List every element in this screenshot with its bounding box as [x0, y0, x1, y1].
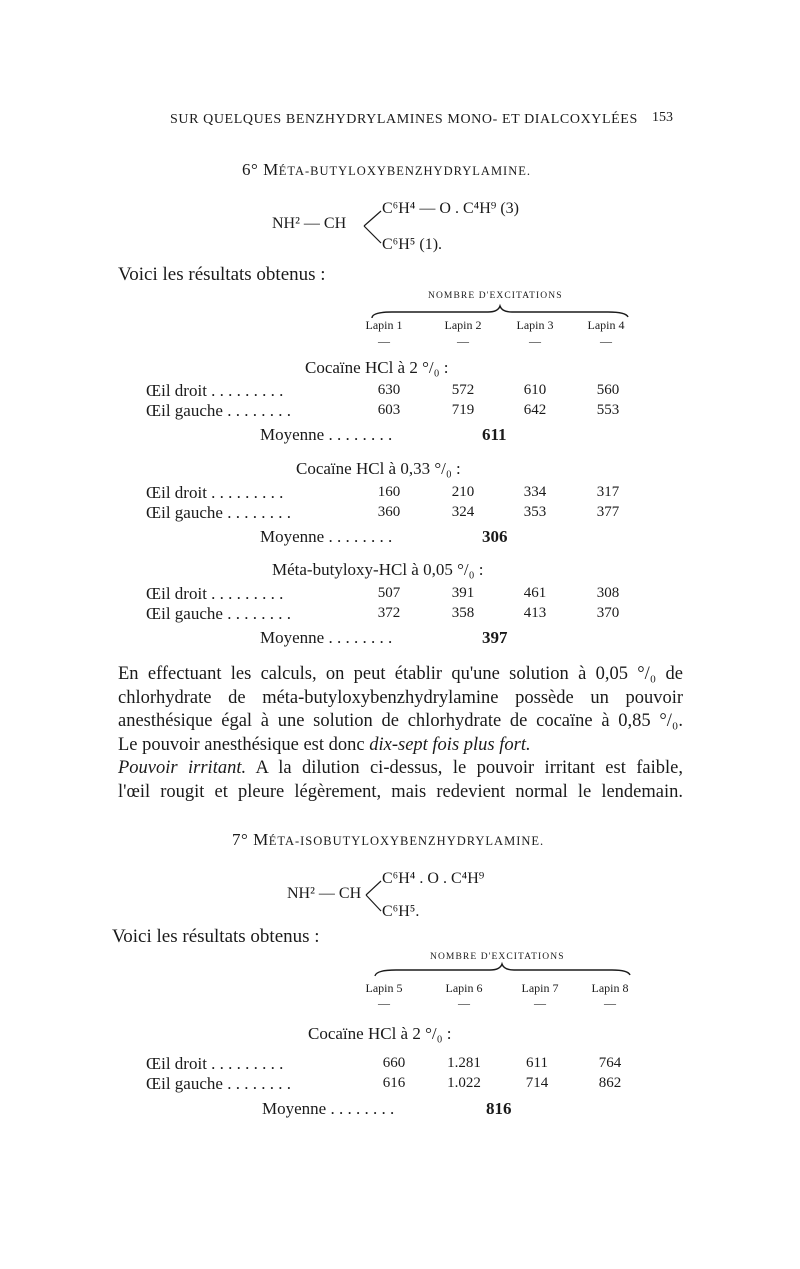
running-header: SUR QUELQUES BENZHYDRYLAMINES MONO- ET DIALCOXYLÉES: [170, 112, 638, 127]
group-2-row-2-label: Œil gauche . . . . . . . .: [146, 503, 291, 522]
section-6-col-1: Lapin 1: [365, 318, 403, 332]
section-6-excitations-label: NOMBRE D'EXCITATIONS: [428, 291, 563, 301]
group-2-row-1-val-2: 210: [451, 484, 475, 500]
section-7-col-1-rule: —: [378, 996, 390, 1010]
section-7-title-first: M: [253, 830, 269, 849]
group-1-row-1-val-1: 630: [377, 382, 401, 398]
paragraph-line-6: l'œil rougit et pleure légèrement, mais redevient normal le lendemain.: [118, 781, 683, 802]
paragraph-line-1: En effectuant les calculs, on peut établir qu'une solution à 0,05 °/₀ de: [118, 664, 683, 684]
section-7-col-3-rule: —: [534, 996, 546, 1010]
group-2-row-2-val-1: 360: [377, 504, 401, 520]
group-3-moyenne-value: 397: [482, 628, 508, 647]
section-6-col-3-rule: —: [529, 334, 541, 348]
group-4-row-1-val-3: 611: [526, 1055, 548, 1071]
section-6-col-4: Lapin 4: [587, 318, 625, 332]
group-4-row-1-val-4: 764: [598, 1055, 622, 1071]
section-6-col-2-rule: —: [457, 334, 469, 348]
group-2-moyenne-label: Moyenne . . . . . . . .: [260, 527, 393, 546]
section-7-col-1: Lapin 5: [365, 981, 403, 995]
group-3-row-1-val-1: 507: [377, 585, 401, 601]
group-1-moyenne-value: 611: [482, 425, 507, 444]
group-1-row-2-label: Œil gauche . . . . . . . .: [146, 401, 291, 420]
group-1-row-2-val-2: 719: [451, 402, 475, 418]
section-6-formula-left: NH² — CH: [272, 215, 347, 232]
section-6-col-3: Lapin 3: [516, 318, 554, 332]
paragraph-line-2: chlorhydrate de méta-butyloxybenzhydrylamine possède un pouvoir: [118, 687, 683, 708]
section-7-excitations-label: NOMBRE D'EXCITATIONS: [430, 952, 565, 962]
group-1-condition: Cocaïne HCl à 2 °/₀ :: [305, 358, 449, 377]
group-4-row-2-val-2: 1.022: [447, 1075, 481, 1091]
group-3-row-2-val-3: 413: [523, 605, 547, 621]
section-6-formula-top: C⁶H⁴ — O . C⁴H⁹ (3): [382, 200, 519, 217]
group-4-row-1-val-1: 660: [382, 1055, 406, 1071]
section-7-formula-left: NH² — CH: [287, 885, 362, 902]
group-2-row-1-val-4: 317: [596, 484, 620, 500]
group-2-row-2-val-3: 353: [523, 504, 547, 520]
section-6-number: 6°: [242, 160, 259, 179]
group-4-row-2-label: Œil gauche . . . . . . . .: [146, 1074, 291, 1093]
group-2-row-2-val-2: 324: [451, 504, 475, 520]
group-4-row-1-val-2: 1.281: [447, 1055, 481, 1071]
section-6-title-rest: ÉTA-BUTYLOXYBENZHYDRYLAMINE.: [278, 164, 532, 178]
group-1-row-1-val-3: 610: [523, 382, 547, 398]
paragraph-line-5-text: A la dilution ci-dessus, le pouvoir irritant est faible,: [246, 758, 684, 778]
group-2-row-2-val-4: 377: [596, 504, 620, 520]
paragraph-line-4-text: Le pouvoir anesthésique est donc: [118, 734, 370, 755]
section-6-formula-bottom: C⁶H⁵ (1).: [382, 236, 443, 253]
group-2-row-1-val-1: 160: [377, 484, 401, 500]
section-6-col-1-rule: —: [378, 334, 390, 348]
group-2-row-1-label: Œil droit . . . . . . . . .: [146, 483, 284, 502]
group-3-row-1-val-4: 308: [596, 585, 620, 601]
group-1-row-2-val-4: 553: [596, 402, 620, 418]
page-number: 153: [652, 110, 673, 125]
group-3-row-2-val-2: 358: [451, 605, 475, 621]
group-1-moyenne-label: Moyenne . . . . . . . .: [260, 425, 393, 444]
section-7-col-4: Lapin 8: [591, 981, 629, 995]
group-3-row-1-label: Œil droit . . . . . . . . .: [146, 584, 284, 603]
group-4-condition: Cocaïne HCl à 2 °/₀ :: [308, 1024, 452, 1043]
paragraph-line-5-emphasis: Pouvoir irritant.: [118, 758, 247, 778]
group-4-row-2-val-1: 616: [382, 1075, 406, 1091]
section-7-formula-bottom: C⁶H⁵.: [382, 903, 420, 920]
group-1-row-2-val-1: 603: [377, 402, 401, 418]
section-7-number: 7°: [232, 830, 249, 849]
section-7-col-3: Lapin 7: [521, 981, 559, 995]
group-1-row-1-val-2: 572: [451, 382, 475, 398]
group-3-row-1-val-2: 391: [451, 585, 475, 601]
section-6-intro: Voici les résultats obtenus :: [118, 264, 326, 285]
group-3-row-2-val-4: 370: [596, 605, 620, 621]
group-1-row-1-val-4: 560: [596, 382, 620, 398]
group-4-row-1-label: Œil droit . . . . . . . . .: [146, 1054, 284, 1073]
group-4-row-2-val-4: 862: [598, 1075, 622, 1091]
group-2-condition: Cocaïne HCl à 0,33 °/₀ :: [296, 459, 461, 478]
group-2-row-1-val-3: 334: [523, 484, 547, 500]
section-7-intro: Voici les résultats obtenus :: [112, 926, 320, 947]
group-1-row-1-label: Œil droit . . . . . . . . .: [146, 381, 284, 400]
paragraph-line-4-emphasis: dix-sept fois plus fort.: [369, 734, 531, 755]
section-7-formula-top: C⁶H⁴ . O . C⁴H⁹: [382, 870, 485, 887]
section-7-col-2: Lapin 6: [445, 981, 483, 995]
group-4-row-2-val-3: 714: [525, 1075, 549, 1091]
group-4-moyenne-label: Moyenne . . . . . . . .: [262, 1099, 395, 1118]
section-7-col-4-rule: —: [604, 996, 616, 1010]
group-2-moyenne-value: 306: [482, 527, 508, 546]
group-1-row-2-val-3: 642: [523, 402, 547, 418]
group-4-moyenne-value: 816: [486, 1099, 512, 1118]
section-6-col-2: Lapin 2: [444, 318, 482, 332]
section-7-title-rest: ÉTA-ISOBUTYLOXYBENZHYDRYLAMINE.: [268, 834, 545, 848]
section-6-title-first: M: [263, 160, 279, 179]
group-3-moyenne-label: Moyenne . . . . . . . .: [260, 628, 393, 647]
group-3-row-2-val-1: 372: [377, 605, 401, 621]
section-7-col-2-rule: —: [458, 996, 470, 1010]
section-6-col-4-rule: —: [600, 334, 612, 348]
group-3-condition: Méta-butyloxy-HCl à 0,05 °/₀ :: [272, 560, 484, 579]
group-3-row-1-val-3: 461: [523, 585, 547, 601]
paragraph-line-3: anesthésique égal à une solution de chlorhydrate de cocaïne à 0,85 °/₀.: [118, 711, 683, 731]
group-3-row-2-label: Œil gauche . . . . . . . .: [146, 604, 291, 623]
